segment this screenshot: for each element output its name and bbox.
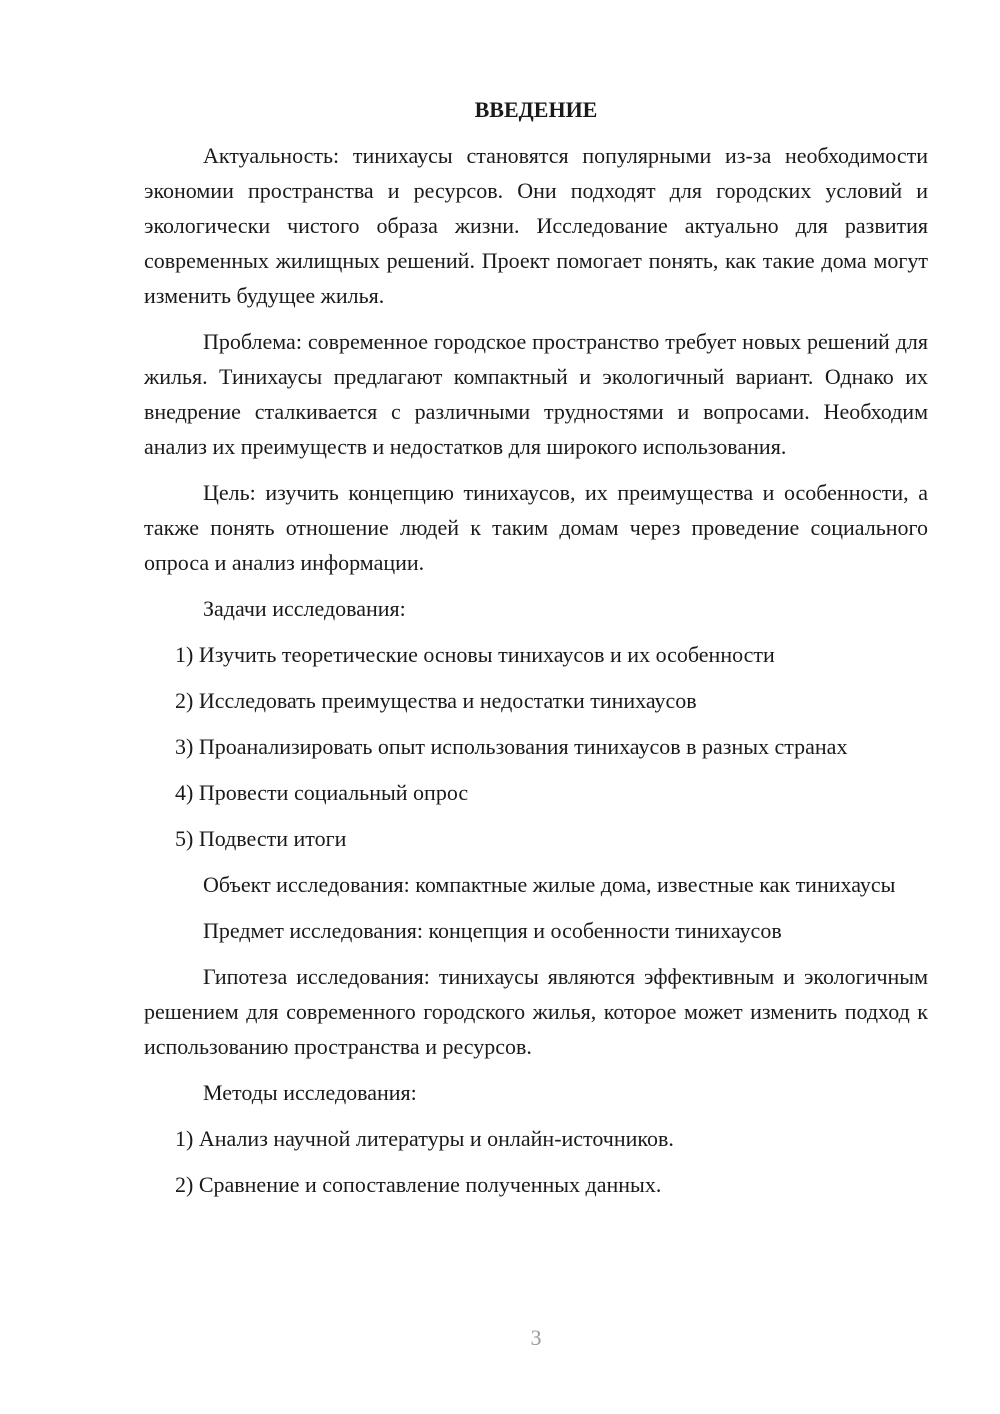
method-item: 2) Сравнение и сопоставление полученных данных. bbox=[175, 1172, 662, 1197]
methods-title: Методы исследования: bbox=[203, 1080, 417, 1105]
page-number: 3 bbox=[530, 1325, 542, 1350]
task-item: 4) Провести социальный опрос bbox=[175, 780, 469, 805]
task-item: 3) Проанализировать опыт использования тинихаусов в разных странах bbox=[175, 734, 848, 759]
hypothesis-paragraph: Гипотеза исследования: тинихаусы являются эффективным и экологичным решением для современного городского жилья, которое может изменить подход к использованию пространства и ресурсов. bbox=[144, 964, 928, 1059]
task-item: 2) Исследовать преимущества и недостатки тинихаусов bbox=[175, 688, 697, 713]
page-title: ВВЕДЕНИЕ bbox=[474, 97, 598, 122]
problem-paragraph: Проблема: современное городское пространство требует новых решений для жилья. Тинихаусы предлагают компактный и экологичный вариант. Однако их внедрение сталкивается с различными трудностями и вопросами. Необходим анализ их преимуществ и недостатков для широкого использования. bbox=[144, 329, 928, 459]
page-body bbox=[144, 92, 928, 1213]
subject-paragraph: Предмет исследования: концепция и особенности тинихаусов bbox=[203, 918, 782, 943]
goal-paragraph: Цель: изучить концепцию тинихаусов, их преимущества и особенности, а также понять отношение людей к таким домам через проведение социального опроса и анализ информации. bbox=[144, 480, 928, 575]
tasks-title: Задачи исследования: bbox=[203, 596, 406, 621]
method-item: 1) Анализ научной литературы и онлайн-источников. bbox=[175, 1126, 674, 1151]
object-paragraph: Объект исследования: компактные жилые дома, известные как тинихаусы bbox=[203, 872, 896, 897]
relevance-paragraph: Актуальность: тинихаусы становятся популярными из-за необходимости экономии пространства и ресурсов. Они подходят для городских условий и экологически чистого образа жизни. Исследование актуально для развития современных жилищных решений. Проект помогает понять, как такие дома могут изменить будущее жилья. bbox=[144, 143, 928, 308]
task-item: 1) Изучить теоретические основы тинихаусов и их особенности bbox=[175, 642, 775, 667]
task-item: 5) Подвести итоги bbox=[175, 826, 347, 851]
